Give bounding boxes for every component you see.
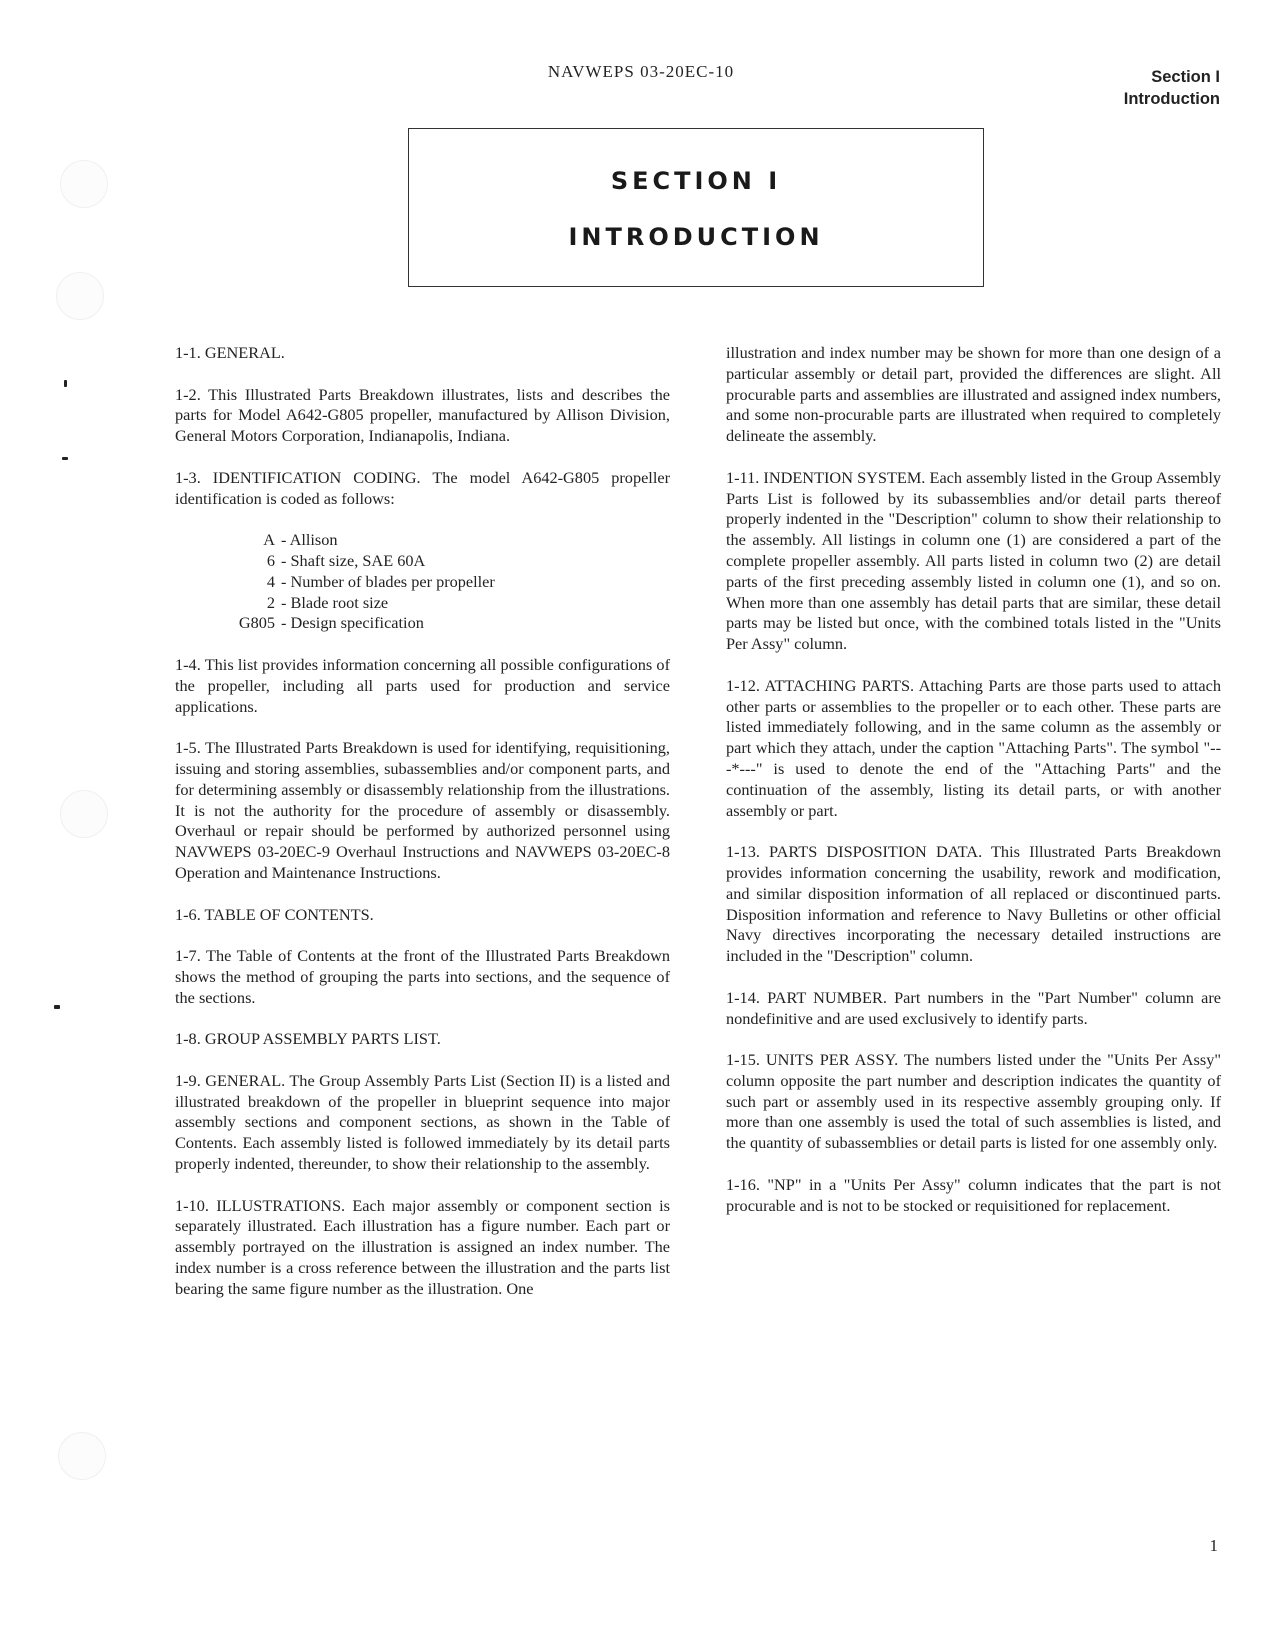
page-number: 1 bbox=[1209, 1536, 1218, 1555]
right-column bbox=[726, 343, 1221, 1216]
coding-row bbox=[175, 613, 670, 634]
coding-description: - Blade root size bbox=[281, 592, 389, 612]
binder-hole bbox=[56, 272, 104, 320]
coding-row bbox=[175, 530, 670, 551]
identification-coding-list bbox=[175, 530, 670, 634]
paragraph-1-16: 1-16. "NP" in a "Units Per Assy" column indicates that the part is not procurable and is not to be stocked or requisitioned for replacement. bbox=[726, 1174, 1221, 1215]
coding-description: - Shaft size, SAE 60A bbox=[281, 550, 426, 570]
coding-description: - Design specification bbox=[281, 613, 424, 633]
binder-hole bbox=[58, 1432, 106, 1480]
paragraph-1-9: 1-9. GENERAL. The Group Assembly Parts List (Section II) is a listed and illustrated breakdown of the propeller in blueprint sequence into major assembly sections and component sections, as shown in the Table of Contents. Each assembly listed is followed immediately by its detail parts properly indented, thereunder, to show their relationship to the assembly. bbox=[175, 1070, 670, 1174]
paragraph-1-10: 1-10. ILLUSTRATIONS. Each major assembly or component section is separately illustrated. Each illustration has a figure number. Each part or assembly portrayed on the illustration is assigned an index number. The index number is a cross reference between the illustration and the parts list bearing the same figure number as the illustration. One bbox=[175, 1195, 670, 1298]
paragraph-1-14: 1-14. PART NUMBER. Part numbers in the "Part Number" column are nondefinitive and are used exclusively to identify parts. bbox=[726, 987, 1221, 1028]
binder-hole bbox=[60, 160, 108, 208]
paragraph-1-6: 1-6. TABLE OF CONTENTS. bbox=[175, 904, 374, 924]
paragraph-1-5: 1-5. The Illustrated Parts Breakdown is used for identifying, requisitioning, issuing and storing assemblies, subassemblies and/or component parts, and for determining assembly or disassembly relationship from the illustrations. It is not the authority for the procedure of assembly or disassembly. Overhaul or repair should be performed by authorized personnel using NAVWEPS 03-20EC-9 Overhaul Instructions and NAVWEPS 03-20EC-8 Operation and Maintenance Instructions. bbox=[175, 738, 670, 882]
scan-mark bbox=[54, 1005, 60, 1009]
section-heading: SECTION I bbox=[610, 167, 782, 195]
scan-mark bbox=[64, 380, 67, 387]
coding-description: - Allison bbox=[281, 530, 338, 550]
coding-row bbox=[175, 572, 670, 593]
paragraph-1-1: 1-1. GENERAL. bbox=[175, 343, 285, 362]
coding-row bbox=[175, 551, 670, 572]
left-column bbox=[175, 343, 670, 1300]
paragraph-1-2: 1-2. This Illustrated Parts Breakdown illustrates, lists and describes the parts for Model A642-G805 propeller, manufactured by Allison Division, General Motors Corporation, Indianapolis, Indiana. bbox=[175, 384, 670, 446]
document-number: NAVWEPS 03-20EC-10 bbox=[547, 62, 735, 81]
paragraph-1-3: 1-3. IDENTIFICATION CODING. The model A642-G805 propeller identification is coded as follows: bbox=[175, 467, 670, 508]
paragraph-1-12: 1-12. ATTACHING PARTS. Attaching Parts are those parts used to attach other parts or assemblies to the propeller or to each other. These parts are listed immediately following, and in the same column as the assembly or part which they attach, under the caption "Attaching Parts". The symbol "---*---" is used to denote the end of the "Attaching Parts" and the continuation of the assembly, listing its detail parts, or with another assembly or part. bbox=[726, 675, 1221, 820]
coding-code: 4 bbox=[266, 571, 275, 591]
paragraph-1-10-continued: illustration and index number may be shown for more than one design of a particular assembly or detail part, provided the differences are slight. All procurable parts and assemblies are illustrated and assigned index numbers, and some non-procurable parts are illustrated when required to completely delineate the assembly. bbox=[726, 343, 1221, 446]
paragraph-1-8: 1-8. GROUP ASSEMBLY PARTS LIST. bbox=[175, 1029, 441, 1049]
binder-hole bbox=[60, 790, 108, 838]
section-subheading: INTRODUCTION bbox=[568, 223, 824, 251]
coding-code: 6 bbox=[266, 550, 275, 570]
paragraph-1-13: 1-13. PARTS DISPOSITION DATA. This Illustrated Parts Breakdown provides information concerning the usability, rework and modification, and similar disposition information of all replaced or discontinued parts. Disposition information and reference to Navy Bulletins or other official Navy directives incorporating the necessary detailed instructions are included in the "Description" column. bbox=[726, 842, 1221, 966]
coding-row bbox=[175, 593, 670, 614]
coding-description: - Number of blades per propeller bbox=[281, 571, 495, 591]
section-title-box bbox=[408, 128, 984, 287]
paragraph-1-7: 1-7. The Table of Contents at the front of the Illustrated Parts Breakdown shows the method of grouping the parts into sections, and the sequence of the sections. bbox=[175, 946, 670, 1007]
section-label: Section I bbox=[1151, 68, 1220, 86]
coding-code: A bbox=[263, 530, 275, 550]
paragraph-1-15: 1-15. UNITS PER ASSY. The numbers listed under the "Units Per Assy" column opposite the part number and description indicates the quantity of such part or assembly used in its respective assembly grouping only. If more than one assembly is used the total of such assemblies is listed, and the quantity of subassemblies or detail parts is listed for one assembly only. bbox=[726, 1050, 1221, 1153]
scan-mark bbox=[62, 457, 68, 460]
section-title: Introduction bbox=[1123, 90, 1220, 108]
paragraph-1-11: 1-11. INDENTION SYSTEM. Each assembly listed in the Group Assembly Parts List is followed by its subassemblies and/or detail parts thereof properly indented in the "Description" column to show their relationship to the assembly. All listings in column one (1) are considered a part of the complete propeller assembly. All parts listed in column two (2) are detail parts of the first preceding assembly listed in column one (1), and so on. When more than one assembly has detail parts that are similar, these detail parts may be listed but once, with the combined totals listed in the "Units Per Assy" column. bbox=[726, 467, 1221, 654]
paragraph-1-4: 1-4. This list provides information concerning all possible configurations of the propeller, including all parts used for production and service applications. bbox=[175, 654, 670, 716]
section-reference bbox=[1124, 66, 1220, 110]
coding-code: G805 bbox=[238, 613, 275, 633]
coding-code: 2 bbox=[266, 592, 275, 612]
